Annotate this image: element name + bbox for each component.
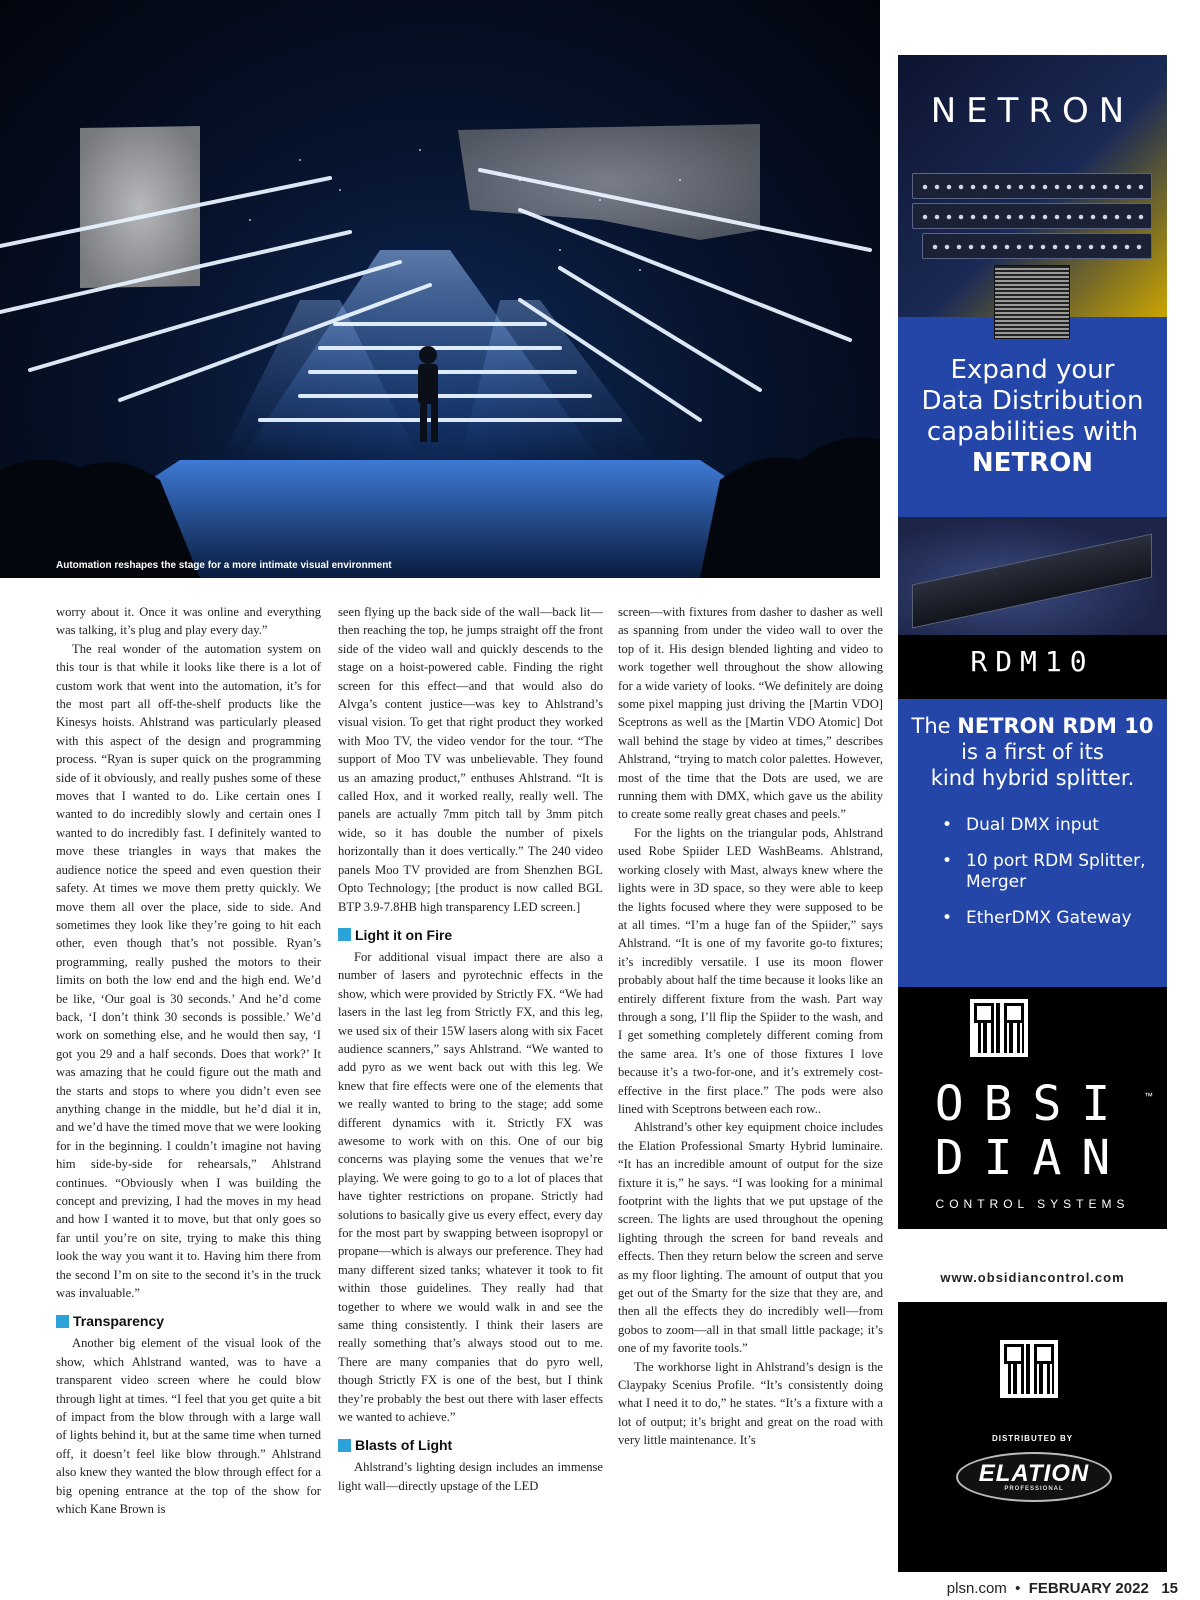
- paragraph: For additional visual impact there are also a number of lasers and pyrotechnic effects in the show, which were provided by Strictly FX. “We had lasers in the last leg from Strictly FX, and this leg, we used six of their 15W lasers along with six Facet audience scanners,” says Ahlstrand. “We wanted to add pyro as we went back out with this leg. We knew that fire effects were one of the elements that we really wanted to bring to the stage; add some different dynamics with it. Strictly FX was awesome to work with on this. One of our big concerns was playing some the venues that we’re playing. We were going to go to a lot of places that have tighter restrictions on propane. Strictly had solutions to basically give us every effect, every day for the most part by swapping between isopropyl or propane—which is always our preference. They had many different sized tanks; whatever it took to fit within those guidelines. They really had that together to where we would walk in and see the same thing consistently. I think their lasers are really something that’s always stood out to me. There are many companies that do pyro well, though Strictly FX is one of the best, but I think they’re probably the best out there with laser effects we wanted to achieve.”: [338, 949, 603, 1425]
- paragraph: Ahlstrand’s lighting design includes an immense light wall—directly upstage of the LED: [338, 1460, 603, 1493]
- netron-headline: [898, 355, 1167, 479]
- rdm10-tagline: [898, 713, 1167, 791]
- page-number: 15: [1161, 1580, 1178, 1597]
- tagline-line: kind hybrid splitter.: [930, 766, 1135, 790]
- obsidian-logo: [898, 1077, 1167, 1185]
- paragraph: The workhorse light in Ahlstrand’s design is the Claypaky Scenius Profile. “It’s consistently doing what I need it to do,” he states. “It’s a fixture with a lot of output; it’s bright and great on the road with very little maintenance. It’s: [618, 1359, 883, 1448]
- obsidian-subtitle: CONTROL SYSTEMS: [935, 1197, 1130, 1211]
- elation-logo-text: ELATION: [978, 1460, 1090, 1487]
- tagline-pre: The: [911, 714, 951, 738]
- paragraph: worry about it. Once it was online and everything was talking, it’s plug and play every day.”: [56, 605, 321, 638]
- headline-line: Data Distribution: [921, 386, 1144, 416]
- rack-unit-image: [912, 203, 1152, 229]
- trademark-mark: ™: [1144, 1091, 1153, 1101]
- section-heading-text: Light it on Fire: [355, 926, 453, 943]
- article-column-1: [56, 603, 321, 1519]
- obsidian-advertisement[interactable]: [898, 987, 1167, 1229]
- qr-code-icon[interactable]: [1000, 1340, 1058, 1398]
- section-heading: [56, 1312, 321, 1330]
- page-footer: [947, 1580, 1178, 1597]
- elation-logo-subtext: PROFESSIONAL: [1004, 1486, 1064, 1492]
- paragraph: The real wonder of the automation system on this tour is that while it looks like there is a lot of custom work that went into the automation, it’s for the most part all off-the-shelf products like the Kinesys hoists. Ahlstrand was particularly pleased with this aspect of the design and programming process. “Ryan is super quick on the programming side of it obviously, and really pushes some of these moves that I wanted to do. Like certain ones I wanted to do incredibly slowly and certain ones I wanted to do incredibly fast. I definitely wanted to move these triangles in ways that makes the audience notice the speed and even question their safety. At times we move them pretty quickly. We move them all over the place, side to side. And sometimes they look like they’re going to hit each other, even though that’s not possible. Ryan’s programming, really pushed the motors to their limits on both the low end and the high end. We’d be like, ‘Our goal is 30 seconds.’ And he’d come back, ‘I don’t think 30 seconds is possible.’ We’d work on something else, and he would then say, ‘I got you 29 and a half seconds. Does that work?’ It was amazing that he could figure out the math and the starts and stops to where you didn’t even see anything change in the middle, but he’d dial it in, and we’d have the timed move that we were looking for in the beginning. I couldn’t imagine not having him side-by-side for rehearsals,” Ahlstrand continues. “Obviously when I was building the concept and previzing, I had the moves in my head and how I wanted it to move, but that only goes so far until you’re on site, trying to make this thing look the way you want it to. Having him there from the second I’m on site to the second it’s in the truck was invaluable.”: [56, 641, 321, 1301]
- tagline-brand: NETRON RDM 10: [957, 714, 1154, 738]
- feature-item: • EtherDMX Gateway: [938, 908, 1158, 929]
- distributed-by-label: DISTRIBUTED BY: [991, 1434, 1074, 1443]
- heading-square-icon: [338, 1439, 351, 1452]
- audience-right: [700, 438, 880, 579]
- headline-brand: NETRON: [971, 448, 1094, 478]
- footer-separator: •: [1015, 1580, 1021, 1597]
- paragraph: Ahlstrand’s other key equipment choice includes the Elation Professional Smarty Hybrid luminaire. “It has an incredible amount of output for the size fixture it is,” he says. “I was looking for a minimal footprint with the lights that we put upstage of the screen. The lights are used throughout the opening lighting through the screen for band reveals and effects. Then they return below the screen and serve as my floor lighting. The amount of output that you get out of the Smarty for the size that they are, and then all the effects they do incredibly well—from gobos to zoom—all in that small little package; it’s one of my favorite tools.”: [618, 1120, 883, 1356]
- feature-list: [938, 815, 1158, 944]
- heading-square-icon: [338, 928, 351, 941]
- paragraph: seen flying up the back side of the wall—back lit—then reaching the top, he jumps straight off the front side of the video wall and quickly descends to the stage on a hoist-powered cable. Finding the right screen for this effect—and that would also do Alvga’s content justice—was key to Ahlstrand’s visual vision. To get that right product they worked with Moo TV, the video vendor for the tour. “The support of Moo TV was unbelievable. They found us an amazing product,” enthuses Ahlstrand. “It is called Hox, and it worked really, really well. The panels are actually 7mm pitch tall by 3mm pitch wide, so it has double the number of pixels horizontally than it does vertically.” The 240 video panels Moo TV provided are from Shenzhen BGL Opto Technology; [the product is now called BGL BTP 3.9-7.8HB high transparency LED screen.]: [338, 605, 603, 914]
- footer-site: plsn.com: [946, 1580, 1007, 1597]
- tagline-line: is a first of its: [961, 740, 1104, 764]
- footer-issue: FEBRUARY 2022: [1028, 1580, 1149, 1597]
- section-heading: [338, 1436, 603, 1454]
- rack-unit-image: [912, 173, 1152, 199]
- paragraph: For the lights on the triangular pods, Ahlstrand used Robe Spiider LED WashBeams. Ahlstrand, working closely with Mast, always knew where the lights were in 3D space, so they were able to keep the lights focused where they were supposed to be at all times. “I’m a huge fan of the Spiider,” says Ahlstrand. “It is one of my favorite go-to fixtures; it’s incredibly versatile. I use its moon flower probably about half the time because it looks like an entirely different fixture from the wash. Part way through a song, I’ll flip the Spiider to the wash, and I get something completely different coming from the same area. It’s one of those fixtures I love because it’s a two-for-one, and it’s extremely cost-effective in the first place.” The pods were also lined with Sceptrons between each row..: [618, 825, 883, 1116]
- netron-screen-image: [994, 265, 1070, 339]
- rdm10-logo: RDM10: [970, 645, 1095, 678]
- feature-item: • 10 port RDM Splitter, Merger: [938, 851, 1158, 893]
- netron-advertisement[interactable]: [898, 55, 1167, 987]
- section-heading-text: Transparency: [73, 1313, 165, 1330]
- qr-code-icon[interactable]: [970, 999, 1028, 1057]
- rdm10-device-image: [912, 533, 1152, 628]
- paragraph: Another big element of the visual look of the show, which Ahlstrand wanted, was to have a transparent video screen where he could blow through light at times. “I feel that you get quite a bit of impact from the blow through with a large wall of lights behind it, but at the same time when turned off, it doesn’t feel like blow through.” Ahlstrand also knew they wanted the blow through effect for a big opening entrance at the top of the show for which Kane Brown is: [56, 1336, 321, 1517]
- heading-square-icon: [56, 1315, 69, 1328]
- obsidian-url-link[interactable]: www.obsidiancontrol.com: [940, 1270, 1125, 1285]
- section-heading: [338, 926, 603, 944]
- moon-screen-right: [458, 124, 760, 240]
- photo-caption: Automation reshapes the stage for a more intimate visual environment: [56, 560, 392, 571]
- logo-line: DIAN: [934, 1130, 1131, 1186]
- stage-illustration: [0, 0, 880, 578]
- stage-photo: [0, 0, 880, 578]
- headline-line: capabilities with: [926, 417, 1139, 447]
- paragraph: screen—with fixtures from dasher to dasher as well as spanning from under the video wall to over the top of it. His design blended lighting and video to work together well throughout the show allowing for a wide variety of looks. “We definitely are doing some pixel mapping just driving the [Martin VDO] Sceptrons as well as the [Martin VDO Atomic] Dot wall behind the stage by video at times,” describes Ahlstrand, “trying to match color palettes. However, most of the time that the Dots are used, we are running them with DMX, which gave us the ability to create some really great chases and peels.”: [618, 605, 883, 822]
- headline-line: Expand your: [950, 355, 1115, 385]
- rdm10-product-photo: [898, 517, 1167, 635]
- rack-unit-image: [922, 233, 1152, 259]
- feature-item: • Dual DMX input: [938, 815, 1158, 836]
- elation-logo: [956, 1452, 1112, 1502]
- article-column-3: [618, 603, 883, 1450]
- logo-line: OBSI: [934, 1076, 1131, 1132]
- article-column-2: [338, 603, 603, 1495]
- section-heading-text: Blasts of Light: [355, 1437, 453, 1454]
- netron-logo: NETRON: [930, 91, 1135, 131]
- elation-advertisement[interactable]: [898, 1302, 1167, 1572]
